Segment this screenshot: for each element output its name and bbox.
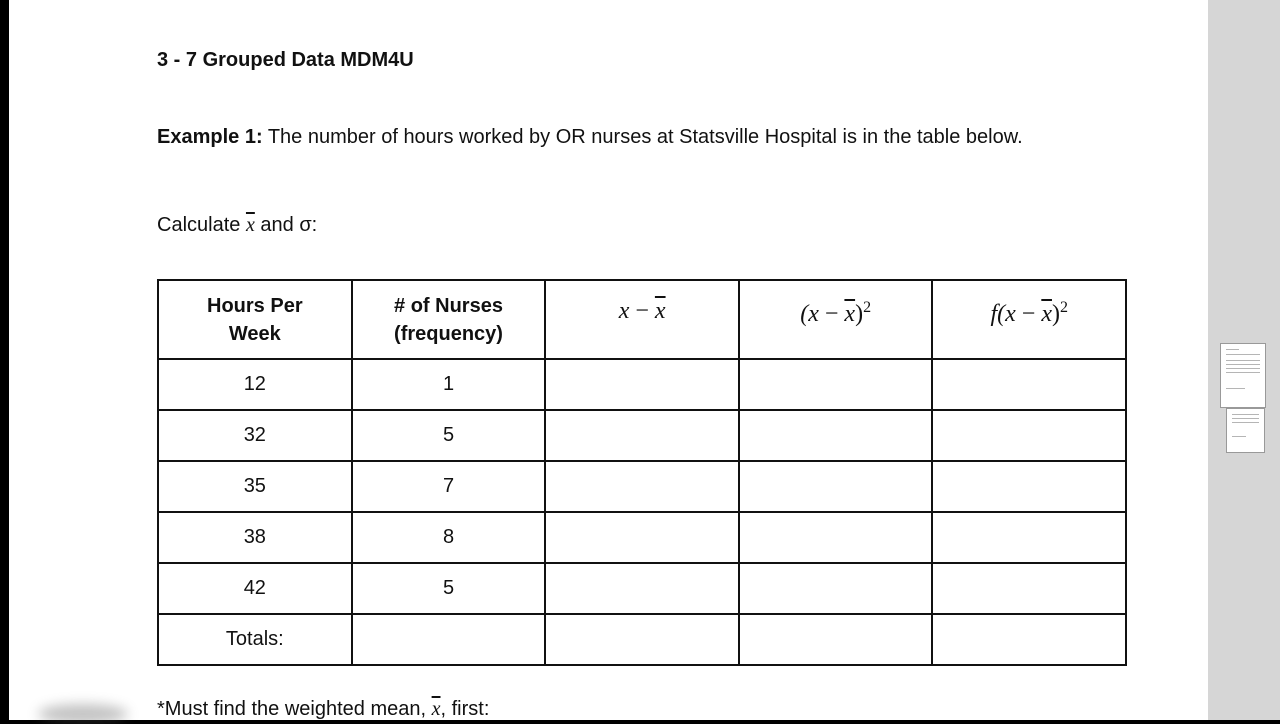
example-label: Example 1: xyxy=(157,126,263,148)
cell-nurses: 7 xyxy=(352,461,546,512)
grouped-data-table xyxy=(157,279,1127,666)
table-row xyxy=(158,461,1126,512)
header-nurses-line1: # of Nurses xyxy=(394,294,503,317)
totals-row xyxy=(158,614,1126,665)
cursor-shadow xyxy=(38,704,128,724)
header-weighted-squared-deviation xyxy=(932,280,1126,359)
header-num-nurses xyxy=(352,280,546,359)
header-hours-per-week xyxy=(158,280,352,359)
cell-empty xyxy=(545,563,739,614)
weighted-mean-note xyxy=(157,698,489,720)
example-paragraph xyxy=(157,122,1097,153)
sq-exponent: 2 xyxy=(863,299,872,316)
cell-empty xyxy=(545,614,739,665)
calc-suffix: and σ: xyxy=(260,214,318,236)
cell-nurses: 5 xyxy=(352,410,546,461)
page-thumbnail-sidebar[interactable] xyxy=(1208,0,1280,720)
cell-empty xyxy=(352,614,546,665)
cell-empty xyxy=(739,614,933,665)
cell-empty xyxy=(932,614,1126,665)
cell-hours: 38 xyxy=(158,512,352,563)
cell-nurses: 5 xyxy=(352,563,546,614)
cell-empty xyxy=(739,563,933,614)
cell-nurses: 1 xyxy=(352,359,546,410)
header-nurses-line2: (frequency) xyxy=(394,322,503,345)
calc-prefix: Calculate xyxy=(157,214,241,236)
cell-empty xyxy=(932,359,1126,410)
cell-empty xyxy=(932,461,1126,512)
document-page xyxy=(9,0,1208,720)
fsq-open: f(x xyxy=(990,301,1016,327)
sq-minus: − xyxy=(824,301,839,327)
table-row xyxy=(158,512,1126,563)
cell-empty xyxy=(932,512,1126,563)
cell-empty xyxy=(932,410,1126,461)
cell-empty xyxy=(545,512,739,563)
cell-hours: 35 xyxy=(158,461,352,512)
cell-empty xyxy=(739,410,933,461)
fsq-close: ) xyxy=(1051,301,1060,327)
squared-deviation-formula xyxy=(800,301,871,327)
dev-x: x xyxy=(618,298,630,324)
header-squared-deviation xyxy=(739,280,933,359)
cell-empty xyxy=(545,410,739,461)
cell-empty xyxy=(739,512,933,563)
cell-empty xyxy=(739,461,933,512)
sq-open: (x xyxy=(800,301,819,327)
table-header-row xyxy=(158,280,1126,359)
example-text: The number of hours worked by OR nurses at Statsville Hospital is in the table below. xyxy=(267,126,1023,148)
table-row xyxy=(158,359,1126,410)
dev-minus: − xyxy=(635,298,649,324)
document-title: 3 - 7 Grouped Data MDM4U xyxy=(157,49,414,71)
page-thumbnail-1[interactable] xyxy=(1220,343,1266,408)
table-row xyxy=(158,410,1126,461)
table-row xyxy=(158,563,1126,614)
cell-hours: 32 xyxy=(158,410,352,461)
cell-empty xyxy=(545,359,739,410)
cell-empty xyxy=(739,359,933,410)
header-deviation xyxy=(545,280,739,359)
sq-close: ) xyxy=(855,301,864,327)
calc-xbar-symbol: $\overline{x}$ xyxy=(245,214,255,236)
sq-xbar: $\overline{x}$ xyxy=(844,301,856,327)
fsq-minus: − xyxy=(1021,301,1036,327)
page-thumbnail-2[interactable] xyxy=(1226,408,1265,453)
note-suffix: , first: xyxy=(440,698,490,720)
cell-hours: 42 xyxy=(158,563,352,614)
cell-hours: 12 xyxy=(158,359,352,410)
note-prefix: *Must find the weighted mean, xyxy=(157,698,427,720)
header-hours-line2: Week xyxy=(228,322,281,345)
dev-xbar: $\overline{x}$ xyxy=(654,298,666,324)
deviation-formula xyxy=(619,298,666,324)
note-xbar-symbol: $\overline{x}$ xyxy=(431,698,441,720)
weighted-squared-deviation-formula xyxy=(990,301,1068,327)
totals-label: Totals: xyxy=(158,614,352,665)
cell-empty xyxy=(932,563,1126,614)
calculate-instruction xyxy=(157,214,317,237)
fsq-xbar: $\overline{x}$ xyxy=(1041,301,1052,327)
fsq-exponent: 2 xyxy=(1059,299,1068,316)
header-hours-line1: Hours Per xyxy=(207,294,303,317)
cell-empty xyxy=(545,461,739,512)
cell-nurses: 8 xyxy=(352,512,546,563)
